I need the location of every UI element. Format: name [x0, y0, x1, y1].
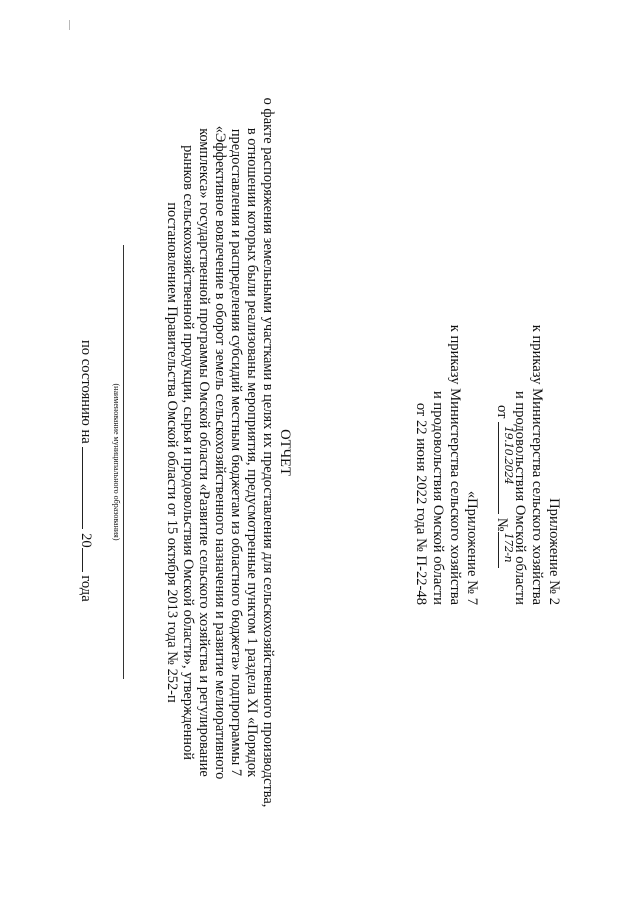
report-line: постановлением Правительства Омской области от 15 октября 2013 года № 252-п [164, 202, 180, 703]
handwritten-date: 19.10.2024 [502, 426, 515, 485]
municipality-caption: (наименование муниципального образования) [112, 383, 121, 541]
handwritten-number: 172-п [502, 532, 515, 563]
as-of-suffix: года [78, 575, 94, 602]
as-of-date-blank [82, 447, 95, 529]
report-line: рынков сельскохозяйственной продукции, сырья и продовольствия Омской области», утвержденной [180, 145, 196, 760]
as-of-prefix: по состоянию на [78, 340, 94, 444]
report-line: предоставления и распределения субсидий местным бюджетам из областного бюджета» подпрограммы 7 [228, 128, 244, 777]
number-label: № [494, 517, 510, 532]
appendix-2-title: Приложение № 2 [546, 498, 562, 605]
appendix-2-signature-line [493, 405, 515, 568]
appendix-7-ministry-line: и продовольствия Омской области [430, 390, 446, 605]
report-line: комплекса» государственной программы Омской области «Развитие сельского хозяйства и регулирование [196, 128, 212, 777]
municipality-blank-line [123, 245, 124, 679]
appendix-7-order-line: к приказу Министерства сельского хозяйства [447, 324, 463, 605]
appendix-7-title: «Приложение № 7 [464, 490, 480, 605]
as-of-year-prefix: 20 [78, 533, 94, 548]
as-of-line [77, 340, 95, 602]
date-blank [498, 422, 515, 514]
report-title: ОТЧЕТ [277, 429, 293, 476]
appendix-2-order-line: к приказу Министерства сельского хозяйства [529, 324, 545, 605]
appendix-2-ministry-line: и продовольствия Омской области [512, 390, 528, 605]
as-of-year-blank [82, 548, 95, 572]
from-label: от [494, 405, 510, 419]
report-line: в отношении которых были реализованы мероприятия, предусмотренные пунктом 1 раздела XI «Порядок [244, 127, 260, 778]
number-blank [498, 532, 515, 568]
scan-artifact [69, 20, 70, 30]
appendix-7-date-line: от 22 июня 2022 года № П-22-48 [413, 402, 429, 605]
report-line: о факте распоряжения земельными участками в целях их предоставления для сельскохозяйственного производства, [260, 97, 276, 808]
report-line: «Эффективное вовлечение в оборот земель сельскохозяйственного назначения и развитие мелиоративного [212, 125, 228, 780]
